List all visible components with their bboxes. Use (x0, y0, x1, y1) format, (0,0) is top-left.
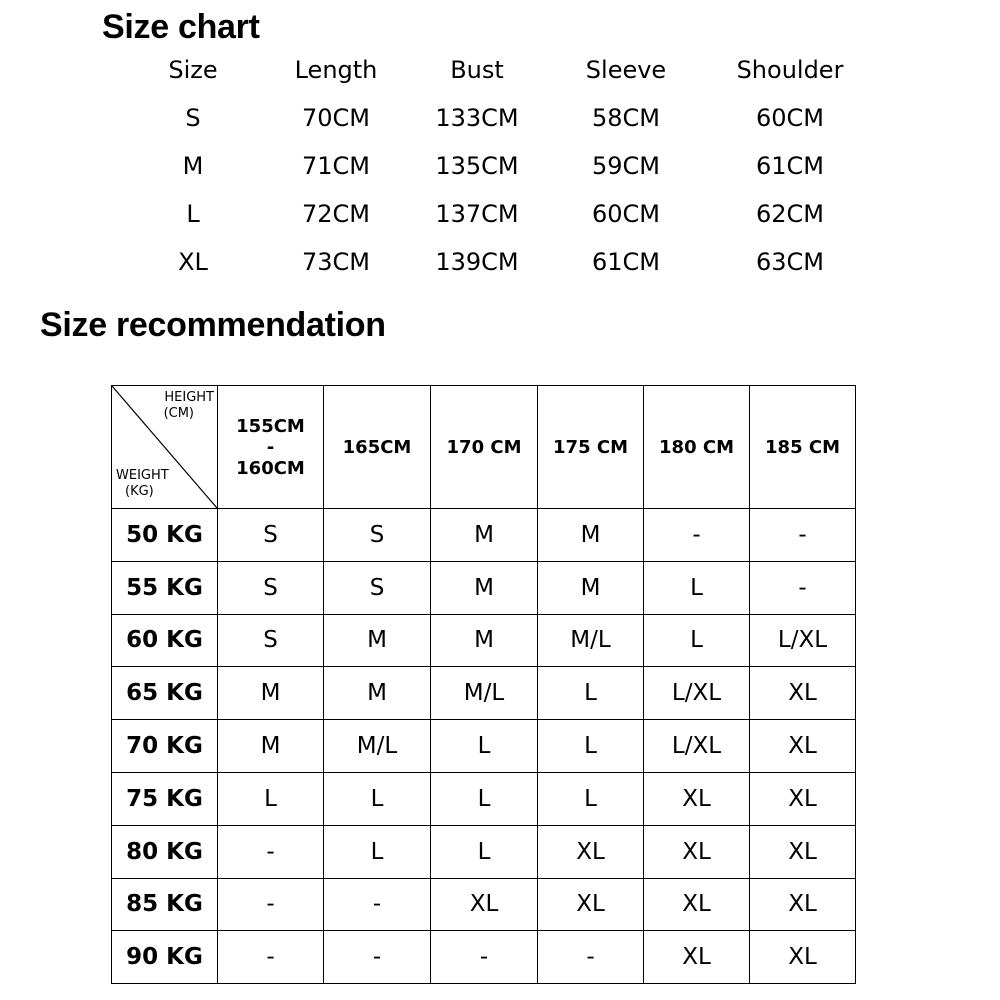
size-cell: L (644, 614, 750, 667)
size-cell: XL (538, 825, 644, 878)
chart-cell-sleeve: 58CM (591, 104, 661, 132)
size-recommendation-table (111, 385, 856, 984)
chart-cell-bust: 133CM (435, 104, 519, 132)
weight-label: 70 KG (112, 720, 218, 773)
chart-cell-shoulder: 60CM (755, 104, 825, 132)
chart-cell-size: XL (178, 248, 208, 276)
chart-cell-shoulder: 62CM (755, 200, 825, 228)
weight-label: 65 KG (112, 667, 218, 720)
size-cell: L/XL (750, 614, 856, 667)
size-cell: L/XL (644, 720, 750, 773)
size-cell: S (324, 561, 431, 614)
chart-cell-sleeve: 60CM (591, 200, 661, 228)
size-cell: XL (431, 878, 538, 931)
size-cell: L (431, 825, 538, 878)
chart-cell-bust: 139CM (435, 248, 519, 276)
chart-header-sleeve: Sleeve (585, 56, 667, 84)
size-cell: M/L (431, 667, 538, 720)
chart-cell-shoulder: 61CM (755, 152, 825, 180)
size-cell: - (324, 931, 431, 984)
size-cell: XL (750, 772, 856, 825)
size-cell: S (218, 561, 324, 614)
chart-cell-length: 73CM (301, 248, 371, 276)
size-cell: M/L (324, 720, 431, 773)
table-row (112, 878, 856, 931)
size-cell: M (431, 509, 538, 562)
size-cell: L (431, 720, 538, 773)
size-cell: M/L (538, 614, 644, 667)
size-cell: M (324, 614, 431, 667)
weight-label: 80 KG (112, 825, 218, 878)
size-cell: S (324, 509, 431, 562)
size-cell: XL (644, 931, 750, 984)
size-recommendation-title: Size recommendation (40, 306, 386, 344)
chart-cell-sleeve: 59CM (591, 152, 661, 180)
height-header: 175 CM (538, 386, 644, 509)
size-cell: L/XL (644, 667, 750, 720)
size-cell: L (538, 720, 644, 773)
size-cell: - (324, 878, 431, 931)
size-cell: M (431, 614, 538, 667)
size-cell: M (218, 720, 324, 773)
chart-header-shoulder: Shoulder (736, 56, 844, 84)
chart-cell-shoulder: 63CM (755, 248, 825, 276)
chart-header-bust: Bust (450, 56, 504, 84)
chart-cell-bust: 137CM (435, 200, 519, 228)
chart-cell-sleeve: 61CM (591, 248, 661, 276)
size-cell: XL (750, 825, 856, 878)
chart-cell-size: L (186, 200, 200, 228)
height-header: 165CM (324, 386, 431, 509)
size-cell: L (431, 772, 538, 825)
corner-cell (112, 386, 218, 509)
size-cell: - (218, 931, 324, 984)
chart-cell-length: 72CM (301, 200, 371, 228)
size-cell: XL (750, 878, 856, 931)
size-cell: XL (750, 931, 856, 984)
weight-axis-label: WEIGHT (KG) (116, 468, 169, 499)
height-header-155-160: 155CM - 160CM (218, 386, 324, 509)
table-row (112, 825, 856, 878)
size-cell: L (644, 561, 750, 614)
chart-header-length: Length (294, 56, 378, 84)
size-cell: XL (644, 772, 750, 825)
chart-cell-size: M (182, 152, 204, 180)
size-cell: XL (644, 878, 750, 931)
size-cell: M (218, 667, 324, 720)
size-cell: - (644, 509, 750, 562)
size-cell: M (431, 561, 538, 614)
weight-label: 50 KG (112, 509, 218, 562)
size-cell: L (538, 667, 644, 720)
height-header: 185 CM (750, 386, 856, 509)
chart-header-size: Size (168, 56, 218, 84)
size-cell: - (218, 825, 324, 878)
height-header: 180 CM (644, 386, 750, 509)
size-cell: L (324, 772, 431, 825)
size-cell: M (324, 667, 431, 720)
chart-cell-length: 70CM (301, 104, 371, 132)
height-axis-label: HEIGHT (CM) (163, 390, 214, 421)
height-header-row (112, 386, 856, 509)
size-cell: L (538, 772, 644, 825)
size-cell: M (538, 561, 644, 614)
size-cell: - (750, 561, 856, 614)
chart-cell-size: S (185, 104, 201, 132)
size-chart-title: Size chart (102, 8, 260, 46)
size-cell: L (324, 825, 431, 878)
table-row (112, 931, 856, 984)
weight-label: 75 KG (112, 772, 218, 825)
table-row (112, 772, 856, 825)
size-cell: - (750, 509, 856, 562)
size-cell: XL (750, 720, 856, 773)
weight-label: 90 KG (112, 931, 218, 984)
size-cell: - (538, 931, 644, 984)
size-cell: - (431, 931, 538, 984)
size-cell: M (538, 509, 644, 562)
table-row (112, 614, 856, 667)
chart-cell-length: 71CM (301, 152, 371, 180)
size-cell: XL (538, 878, 644, 931)
table-row (112, 667, 856, 720)
size-cell: XL (750, 667, 856, 720)
size-cell: XL (644, 825, 750, 878)
table-row (112, 720, 856, 773)
size-cell: S (218, 614, 324, 667)
table-row (112, 561, 856, 614)
size-cell: - (218, 878, 324, 931)
height-header: 170 CM (431, 386, 538, 509)
size-cell: S (218, 509, 324, 562)
weight-label: 60 KG (112, 614, 218, 667)
weight-label: 55 KG (112, 561, 218, 614)
weight-label: 85 KG (112, 878, 218, 931)
table-row (112, 509, 856, 562)
size-cell: L (218, 772, 324, 825)
chart-cell-bust: 135CM (435, 152, 519, 180)
